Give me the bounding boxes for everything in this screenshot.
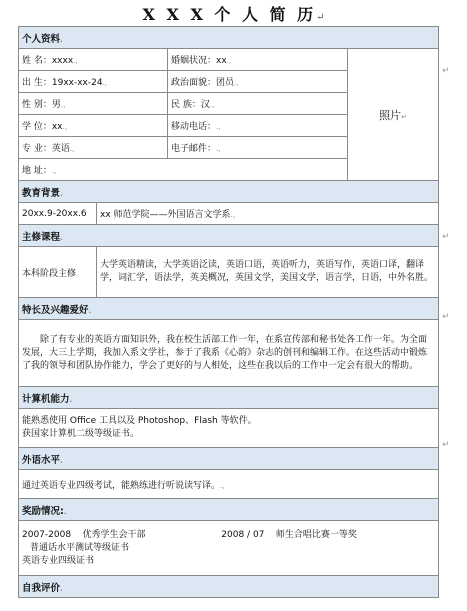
- awards-line-1: [22, 529, 435, 542]
- paragraph-mark-icon: .,: [60, 101, 66, 109]
- section-foreign-lang-label: 外语水平: [22, 454, 61, 466]
- section-awards-label: 奖励情况:: [22, 505, 64, 517]
- paragraph-mark-icon: .,: [69, 145, 75, 153]
- section-courses-row: [19, 225, 439, 247]
- mobile-cell[interactable]: [168, 115, 348, 137]
- major-field: 专 业：英语: [22, 144, 70, 154]
- courses-list: 大学英语精读，大学英语泛读，英语口语，英语听力，英语写作，英语口译，翻译学，词汇学，语法学，英美概况，英国文学，美国文学，语言学，日语，中外名胜。: [100, 260, 434, 283]
- section-awards-row: [19, 499, 439, 521]
- section-computer-label: 计算机能力: [22, 393, 70, 405]
- degree-field: 学 位：xx: [22, 122, 63, 132]
- paragraph-mark-icon: .: [60, 189, 63, 198]
- paragraph-mark-icon: .: [63, 507, 67, 516]
- courses-row: [19, 247, 439, 298]
- award-item-2: 师生合唱比赛一等奖: [275, 529, 357, 540]
- computer-row: [19, 409, 439, 448]
- row-end-mark-icon: ↵: [442, 440, 450, 450]
- section-awards-header[interactable]: [19, 499, 439, 521]
- paragraph-mark-icon: .,: [234, 79, 239, 87]
- email-field: 电子邮件：: [171, 144, 217, 154]
- section-courses-header[interactable]: [19, 225, 439, 247]
- section-courses-label: 主修课程: [22, 231, 61, 243]
- section-personal-row: [19, 27, 439, 49]
- degree-cell[interactable]: [19, 115, 168, 137]
- personal-row-1: [19, 49, 439, 71]
- paragraph-mark-icon: .: [60, 456, 63, 465]
- section-computer-header[interactable]: [19, 387, 439, 409]
- row-end-mark-icon: ↵: [442, 232, 450, 242]
- award-item-4: 英语专业四级证书: [22, 555, 95, 566]
- awards-row: [19, 521, 439, 576]
- section-self-eval-row: [19, 576, 439, 598]
- paragraph-mark-icon: .,: [216, 123, 221, 131]
- paragraph-mark-icon: .,: [51, 167, 57, 175]
- section-self-eval-label: 自我评价: [22, 582, 61, 594]
- paragraph-mark-icon: .: [60, 584, 63, 593]
- name-cell[interactable]: [19, 49, 168, 71]
- paragraph-mark-icon: .,: [209, 101, 215, 109]
- foreign-lang-row: [19, 470, 439, 499]
- education-school-cell[interactable]: [97, 203, 439, 225]
- education-row: [19, 203, 439, 225]
- mobile-field: 移动电话：: [171, 122, 217, 132]
- paragraph-mark-icon: .: [60, 233, 63, 242]
- address-cell[interactable]: [19, 159, 348, 181]
- section-strengths-label: 特长及兴趣爱好: [22, 304, 89, 316]
- photo-placeholder: 照片: [379, 108, 402, 122]
- section-personal-header[interactable]: [19, 27, 439, 49]
- gender-cell[interactable]: [19, 93, 168, 115]
- resume-title-text: X X X 个 人 简 历: [142, 5, 317, 24]
- paragraph-mark-icon: .: [60, 35, 63, 44]
- section-computer-row: [19, 387, 439, 409]
- award-date-2: 2008 / 07: [221, 529, 265, 540]
- politics-cell[interactable]: [168, 71, 348, 93]
- paragraph-mark-icon: .,: [73, 57, 78, 65]
- ethnicity-field: 民 族：汉: [171, 100, 210, 110]
- section-education-header[interactable]: [19, 181, 439, 203]
- foreign-lang-line-1: 通过英语专业四级考试，能熟练进行听说读写译。: [22, 480, 221, 491]
- section-foreign-lang-header[interactable]: [19, 448, 439, 470]
- paragraph-mark-icon: ↵: [316, 12, 325, 23]
- email-cell[interactable]: [168, 137, 348, 159]
- section-foreign-lang-row: [19, 448, 439, 470]
- photo-cell[interactable]: [348, 49, 439, 181]
- marital-field: 婚姻状况：xx: [171, 56, 227, 66]
- paragraph-mark-icon: .: [69, 395, 73, 404]
- computer-text-cell[interactable]: [19, 409, 439, 448]
- award-item-1: 优秀学生会干部: [82, 529, 146, 540]
- marital-cell[interactable]: [168, 49, 348, 71]
- birth-cell[interactable]: [19, 71, 168, 93]
- computer-line-2: 获国家计算机二级等级证书。: [22, 429, 140, 439]
- resume-title: [0, 2, 467, 26]
- education-period-cell[interactable]: [19, 203, 97, 225]
- paragraph-mark-icon: .,: [220, 481, 225, 490]
- foreign-lang-text-cell[interactable]: [19, 470, 439, 499]
- resume-table: [18, 26, 439, 598]
- section-strengths-header[interactable]: [19, 298, 439, 320]
- computer-line-1: 能熟悉使用 Office 工具以及 Photoshop、Flash 等软件。: [22, 416, 257, 426]
- row-end-mark-icon: ↵: [442, 312, 450, 322]
- courses-label: 本科阶段主修: [22, 268, 77, 279]
- strengths-text-cell[interactable]: [19, 320, 439, 387]
- paragraph-mark-icon: .,: [230, 211, 235, 219]
- section-education-label: 教育背景: [22, 187, 61, 199]
- row-end-mark-icon: ↵: [442, 66, 450, 76]
- education-school: xx 师范学院——外国语言文学系: [100, 210, 231, 220]
- paragraph-mark-icon: .: [76, 269, 79, 278]
- education-period: 20xx.9-20xx.6: [22, 208, 87, 219]
- paragraph-mark-icon: .,: [226, 57, 232, 65]
- paragraph-mark-icon: .: [88, 306, 92, 315]
- section-education-row: [19, 181, 439, 203]
- strengths-text: 除了有专业的英语方面知识外，我在校生活部工作一年，在系宣传部和秘书处各工作一年。为全面发展，大三上学期，我加入系文学社，参于了我系《心韵》杂志的创刊和编辑工作。在这些活动中锻炼了我的领导和团队协作能力，学会了更好的与人相处，这些在我以后的工作中一定会有很大的帮助。: [22, 334, 428, 371]
- paragraph-mark-icon: ↵: [401, 112, 407, 121]
- paragraph-mark-icon: .,: [216, 145, 221, 153]
- strengths-row: [19, 320, 439, 387]
- paragraph-mark-icon: .,: [102, 79, 108, 87]
- courses-label-cell[interactable]: [19, 247, 97, 298]
- section-strengths-row: [19, 298, 439, 320]
- award-item-3: 普通话水平测试等级证书: [30, 542, 130, 553]
- awards-text-cell[interactable]: [19, 521, 439, 576]
- birth-field: 出 生：19xx-xx-24: [22, 78, 103, 88]
- politics-field: 政治面貌：团员: [171, 78, 235, 88]
- ethnicity-cell[interactable]: [168, 93, 348, 115]
- major-cell[interactable]: [19, 137, 168, 159]
- award-year-1: 2007-2008: [22, 529, 72, 540]
- section-self-eval-header[interactable]: [19, 576, 439, 598]
- courses-list-cell[interactable]: [97, 247, 439, 298]
- gender-field: 性 别：男: [22, 100, 61, 110]
- name-field: 姓 名：xxxx: [22, 56, 74, 66]
- paragraph-mark-icon: .,: [62, 123, 67, 131]
- address-field: 地 址：: [22, 166, 52, 176]
- section-personal-label: 个人资料: [22, 33, 61, 45]
